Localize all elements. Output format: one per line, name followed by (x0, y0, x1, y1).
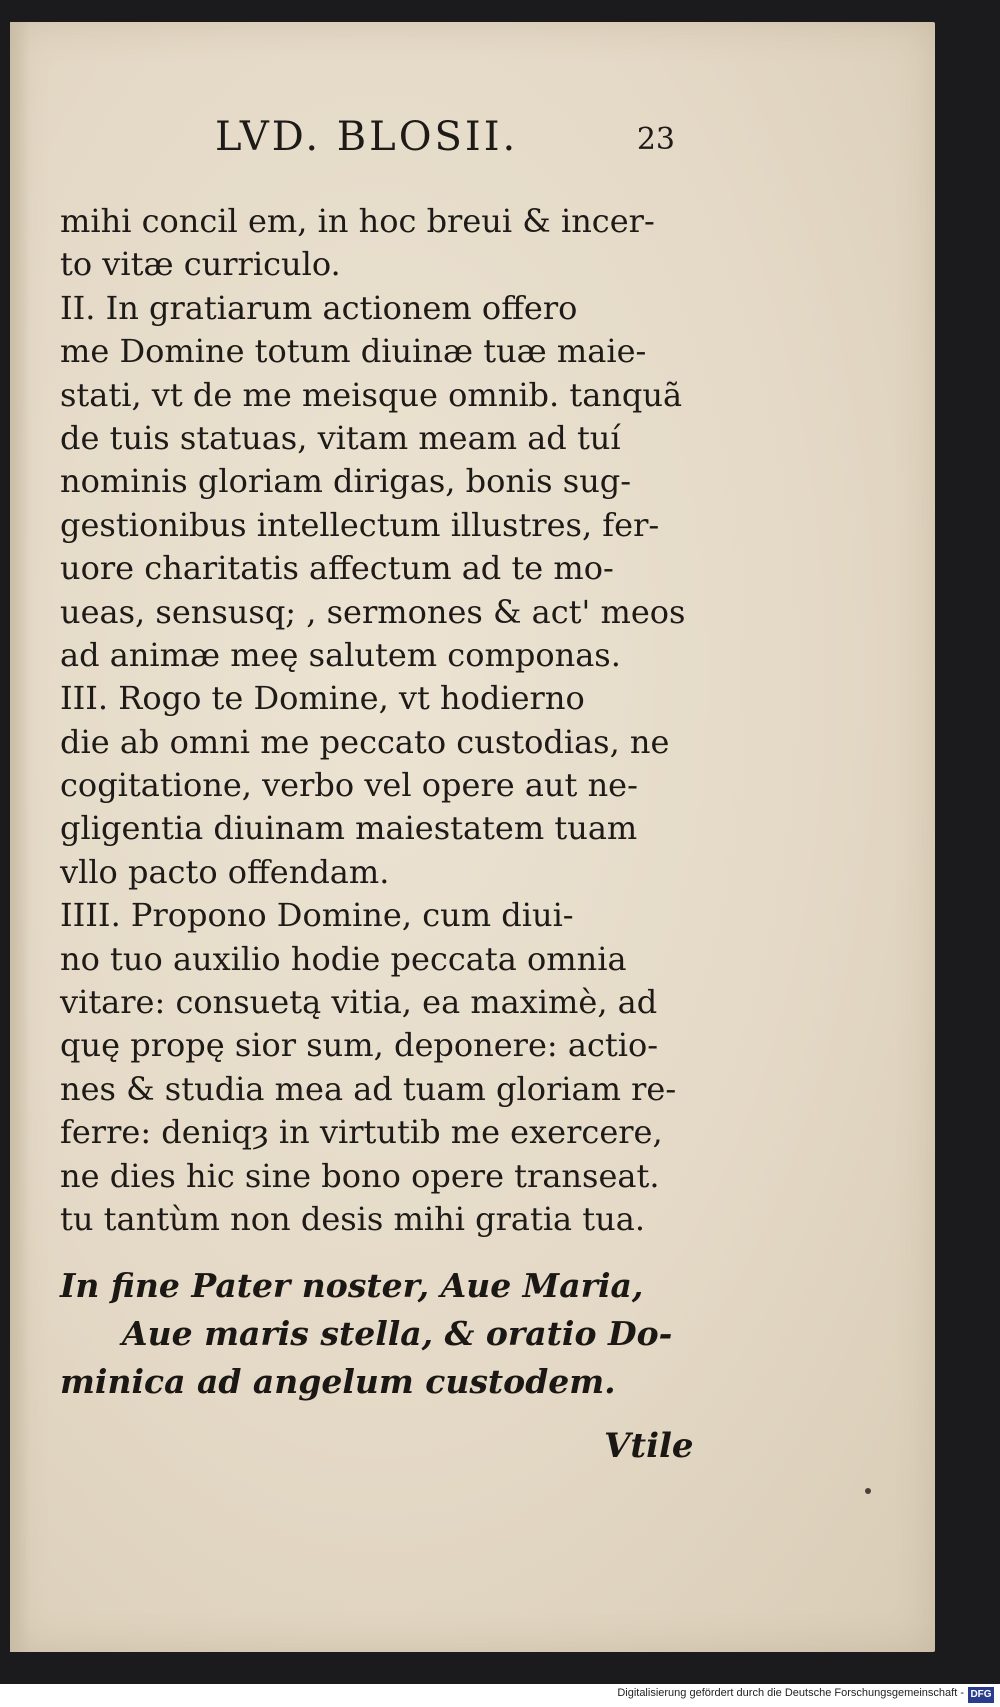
prayer-text (60, 200, 690, 1241)
text-line: cogitatione, verbo vel opere aut ne- (60, 766, 638, 805)
rubric-line: Aue maris stella, & oratio Do- (122, 1314, 673, 1353)
text-line: III. Rogo te Domine, vt hodierno (60, 679, 585, 718)
text-line: ad animæ meę salutem componas. (60, 635, 621, 674)
funding-credit: Digitalisierung gefördert durch die Deutsche Forschungsgemeinschaft - (617, 1687, 964, 1699)
text-line: stati, vt de me meisque omnib. tanquã (60, 375, 683, 414)
book-page (10, 22, 935, 1652)
running-title: LVD. BLOSII. (215, 114, 519, 160)
text-line: de tuis statuas, vitam meam ad tuí (60, 418, 621, 457)
text-line: ueas, sensusq; , sermones & act' meos (60, 592, 686, 631)
text-line: nominis gloriam dirigas, bonis sug- (60, 462, 632, 501)
text-line: vitare: consuetą vitia, ea maximè, ad (60, 983, 658, 1022)
text-line: die ab omni me peccato custodias, ne (60, 722, 670, 761)
text-line: uore charitatis affectum ad te mo- (60, 549, 614, 588)
text-line: no tuo auxilio hodie peccata omnia (60, 939, 627, 978)
text-line: tu tantùm non desis mihi gratia tua. (60, 1199, 646, 1238)
page-header (205, 114, 675, 164)
text-line: gligentia diuinam maiestatem tuam (60, 809, 638, 848)
text-line: me Domine totum diuinæ tuæ maie- (60, 332, 647, 371)
text-line: vllo pacto offendam. (60, 852, 390, 891)
page-gutter-shadow (10, 22, 30, 1652)
text-line: quę propę sior sum, deponere: actio- (60, 1026, 659, 1065)
digitization-footer (0, 1684, 1000, 1707)
text-line: II. In gratiarum actionem offero (60, 288, 578, 327)
text-line: to vitæ curriculo. (60, 245, 341, 284)
text-line: IIII. Propono Domine, cum diui- (60, 896, 574, 935)
page-number: 23 (636, 122, 675, 157)
dfg-logo-icon: DFG (968, 1687, 994, 1703)
rubric-instruction (60, 1262, 700, 1406)
text-line: mihi concil em, in hoc breui & incer- (60, 202, 655, 240)
rubric-line: minica ad angelum custodem. (60, 1362, 616, 1401)
catchword: Vtile (604, 1426, 694, 1466)
text-line: nes & studia mea ad tuam gloriam re- (60, 1069, 677, 1108)
text-line: gestionibus intellectum illustres, fer- (60, 505, 660, 544)
rubric-line: In fine Pater noster, Aue Maria, (60, 1266, 644, 1305)
text-line: ne dies hic sine bono opere transeat. (60, 1156, 660, 1195)
paper-speck (865, 1488, 871, 1494)
text-line: ferre: deniqȝ in virtutib me exercere, (60, 1113, 663, 1152)
